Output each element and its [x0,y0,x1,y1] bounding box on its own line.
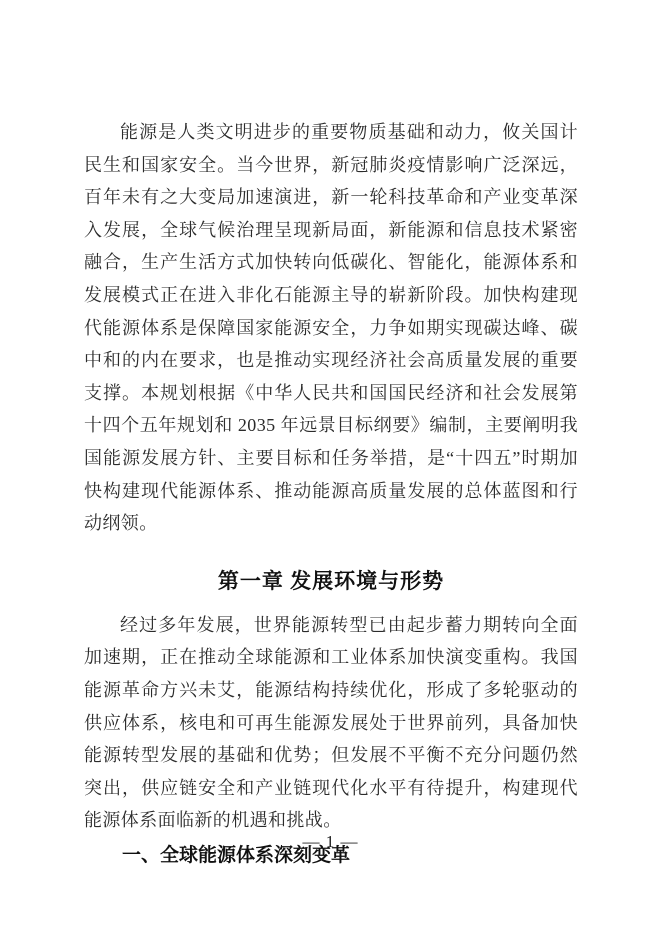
page-number: — 1 — [302,832,359,851]
intro-paragraph: 能源是人类文明进步的重要物质基础和动力，攸关国计民生和国家安全。当今世界，新冠肺炎疫情影响广泛深远，百年未有之大变局加速演进，新一轮科技革命和产业变革深入发展，全球气候治理呈现新局面，新能源和信息技术紧密融合，生产生活方式加快转向低碳化、智能化，能源体系和发展模式正在进入非化石能源主导的崭新阶段。加快构建现代能源体系是保障国家能源安全，力争如期实现碳达峰、碳中和的内在要求，也是推动实现经济社会高质量发展的重要支撑。本规划根据《中华人民共和国国民经济和社会发展第十四个五年规划和 2035 年远景目标纲要》编制，主要阐明我国能源发展方针、主要目标和任务举措，是“十四五”时期加快构建现代能源体系、推动能源高质量发展的总体蓝图和行动纲领。 [84,122,578,534]
chapter-heading: 第一章 发展环境与形势 [217,568,445,593]
chapter-paragraph: 经过多年发展，世界能源转型已由起步蓄力期转向全面加速期，正在推动全球能源和工业体系加快演变重构。我国能源革命方兴未艾，能源结构持续优化，形成了多轮驱动的供应体系，核电和可再生能源发展处于世界前列，具备加快能源转型发展的基础和优势；但发展不平衡不充分问题仍然突出，供应链安全和产业链现代化水平有待提升，构建现代能源体系面临新的机遇和挑战。 [84,614,578,831]
page-content [84,116,578,871]
section-heading: 一、全球能源体系深刻变革 [122,844,351,866]
